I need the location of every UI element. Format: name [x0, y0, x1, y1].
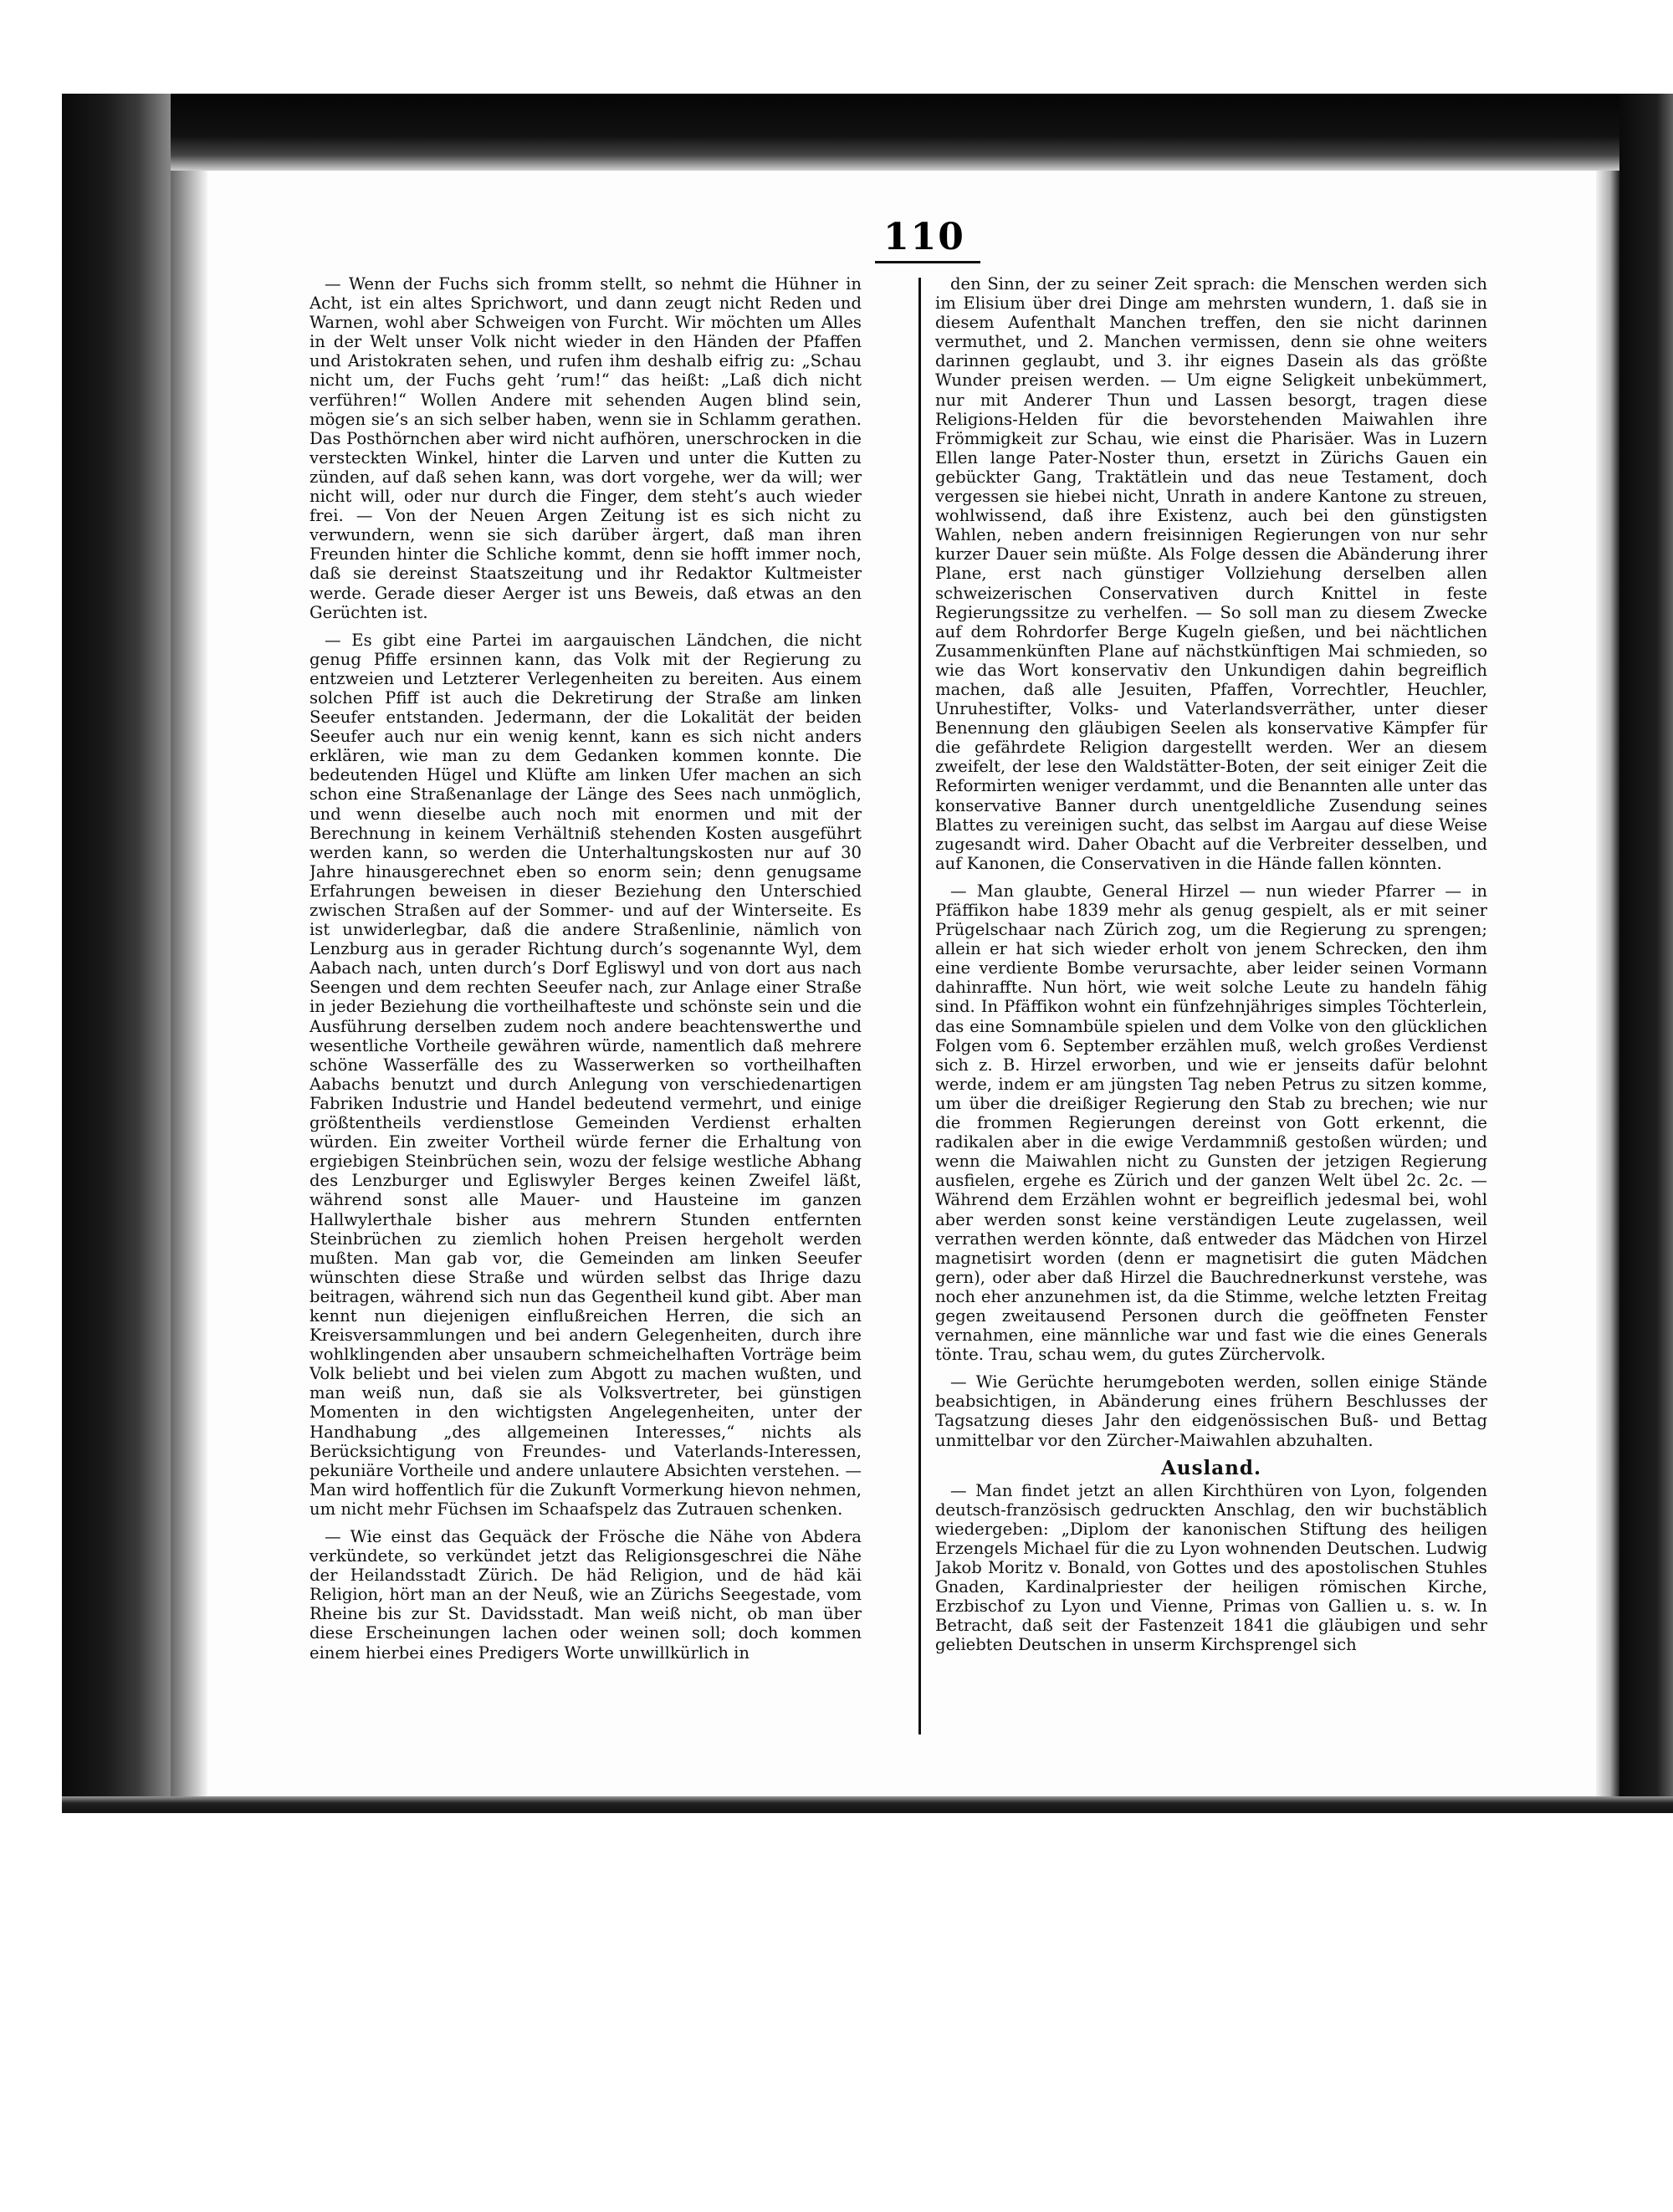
article-paragraph: — Wie einst das Gequäck der Frösche die Nähe von Abdera verkündete, so verkündet jetzt das Religionsgeschrei die Nähe der Heilandsstadt Zürich. De häd Religion, und de häd käi Religion, hört man an der Neuß, wie an Zürichs Seegestade, vom Rheine bis zur St. Davidsstadt. Man weiß nicht, ob man über diese Erscheinungen lachen oder weinen soll; doch kommen einem hierbei eines Predigers Worte unwillkürlich in	[310, 1527, 862, 1663]
article-paragraph: — Man glaubte, General Hirzel — nun wieder Pfarrer — in Pfäffikon habe 1839 mehr als genug gespielt, als er mit seiner Prügelschaar nach Zürich zog, um die Regierung zu sprengen; allein er hat sich wieder erholt von jenem Schrecken, den ihm eine verdiente Bombe verursachte, aber leider seinen Vormann dahinraffte. Nun hört, wie weit solche Leute zu handeln fähig sind. In Pfäffikon wohnt ein fünfzehnjähriges simples Töchterlein, das eine Somnambüle spielen und dem Volke von den glücklichen Folgen vom 6. September erzählen muß, welch großes Verdienst sich z. B. Hirzel erworben, und wie er jenseits dafür belohnt werde, indem er am jüngsten Tag neben Petrus zu sitzen komme, um über die dreißiger Regierung den Stab zu brechen; wie nur die frommen Regierungen dereinst von Gott erkennt, die radikalen aber in die ewige Verdammniß gestoßen würden; und wenn die Maiwahlen nicht zu Gunsten der jetzigen Regierung ausfielen, ergehe es Zürich und der ganzen Welt übel 2c. 2c. — Während dem Erzählen wohnt er begreiflich jedesmal bei, wohl aber werden sonst keine verständigen Leute zugelassen, weil verrathen werden könnte, daß entweder das Mädchen von Hirzel magnetisirt worden (denn er magnetisirt die guten Mädchen gern), oder aber daß Hirzel die Bauchrednerkunst verstehe, was noch eher anzunehmen ist, da die Stimme, welche letzten Freitag gegen zweitausend Personen durch die geöffneten Fenster vernahmen, eine männliche war und fast wie die eines Generals tönte. Trau, schau wem, du gutes Zürchervolk.	[935, 881, 1487, 1365]
article-paragraph: — Wenn der Fuchs sich fromm stellt, so nehmt die Hühner in Acht, ist ein altes Sprichwort, und dann zeugt nicht Reden und Warnen, wohl aber Schweigen von Furcht. Wir möchten um Alles in der Welt unser Volk nicht wieder in den Händen der Pfaffen und Aristokraten sehen, und rufen ihm deshalb eifrig zu: „Schau nicht um, der Fuchs geht ’rum!“ das heißt: „Laß dich nicht verführen!“ Wollen Andere mit sehenden Augen blind sein, mögen sie’s an sich selber haben, wenn sie in Schlamm gerathen. Das Posthörnchen aber wird nicht aufhören, unerschrocken in die versteckten Winkel, hinter die Larven und unter die Kutten zu zünden, auf daß sehen kann, was dort vorgehe, wer da will; wer nicht will, oder nur durch die Finger, dem steht’s auch wieder frei. — Von der Neuen Argen Zeitung ist es sich nicht zu verwundern, wenn sie sich darüber ärgert, daß man ihren Freunden hinter die Schliche kommt, denn sie hofft immer noch, daß sie dereinst Staatszeitung und ihr Redaktor Kultmeister werde. Gerade dieser Aerger ist uns Beweis, daß etwas an den Gerüchten ist.	[310, 274, 862, 622]
scan-border-top	[62, 94, 1619, 171]
right-column	[935, 274, 1487, 1796]
page-number: 110	[883, 216, 965, 258]
page-number-rule	[875, 261, 980, 263]
page-edge-shadow	[1596, 171, 1619, 1800]
article-paragraph: — Es gibt eine Partei im aargauischen Ländchen, die nicht genug Pfiffe ersinnen kann, das Volk mit der Regierung zu entzweien und Letzterer Verlegenheiten zu bereiten. Aus einem solchen Pfiff ist auch die Dekretirung der Straße am linken Seeufer entstanden. Jedermann, der die Lokalität der beiden Seeufer auch nur ein wenig kennt, kann es sich nicht anders erklären, wie man zu dem Gedanken kommen konnte. Die bedeutenden Hügel und Klüfte am linken Ufer machen an sich schon eine Straßenanlage der Länge des Sees nach unmöglich, und wenn dieselbe auch noch mit enormen und mit der Berechnung in keinem Verhältniß stehenden Kosten ausgeführt werden kann, so werden die Unterhaltungskosten nur auf 30 Jahre hinausgerechnet eben so enorm sein; denn genugsame Erfahrungen beweisen in dieser Beziehung den Unterschied zwischen Straßen auf der Sommer- und auf der Winterseite. Es ist unwiderlegbar, daß die andere Straßenlinie, nämlich von Lenzburg aus in gerader Richtung durch’s sogenannte Wyl, dem Aabach nach, unten durch’s Dorf Egliswyl und von dort aus nach Seengen und dem rechten Seeufer nach, zur Anlage einer Straße in jeder Beziehung die vortheilhafteste und schönste sein und die Ausführung derselben zudem noch andere beachtenswerthe und wesentliche Vortheile gewähren würde, namentlich daß mehrere schöne Wasserfälle des zu Wasserwerken so vortheilhaften Aabachs benutzt und durch Anlegung von verschiedenartigen Fabriken Industrie und Handel bedeutend vermehrt, und einige größtentheils verdienstlose Gemeinden Verdienst erhalten würden. Ein zweiter Vortheil würde ferner die Erhaltung von ergiebigen Steinbrüchen sein, wozu der felsige westliche Abhang des Lenzburger und Egliswyler Berges keinen Zweifel läßt, während sonst alle Mauer- und Hausteine im ganzen Hallwylerthale bisher aus mehrern Stunden entfernten Steinbrüchen zu ziemlich hohen Preisen hergeholt werden mußten. Man gab vor, die Gemeinden am linken Seeufer wünschten diese Straße und würden selbst das Ihrige dazu beitragen, während sich nun das Gegentheil kund gibt. Aber man kennt nun diejenigen einflußreichen Herren, die sich an Kreisversammlungen und bei andern Gelegenheiten, durch ihre wohlklingenden aber unsaubern schmeichelhaften Vorträge beim Volk beliebt und bei vielen zum Abgott zu machen wußten, und man weiß nun, daß sie als Volksvertreter, bei günstigen Momenten in den wichtigsten Angelegenheiten, unter der Handhabung „des allgemeinen Interesses,“ nichts als Berücksichtigung von Freundes- und Vaterlands-Interessen, pekuniäre Vortheile und andere unlautere Absichten verstehen. — Man wird hoffentlich für die Zukunft Vormerkung hievon nehmen, um nicht mehr Füchsen im Schaafspelz das Zutrauen schenken.	[310, 630, 862, 1519]
left-column	[310, 274, 862, 1796]
article-paragraph: — Man findet jetzt an allen Kirchthüren von Lyon, folgenden deutsch-französisch gedruckten Anschlag, den wir buchstäblich wiedergeben: „Diplom der kanonischen Stiftung des heiligen Erzengels Michael für die zu Lyon wohnenden Deutschen. Ludwig Jakob Moritz v. Bonald, von Gottes und des apostolischen Stuhles Gnaden, Kardinalpriester der heiligen römischen Kirche, Erzbischof zu Lyon und Vienne, Primas von Gallien u. s. w. In Betracht, daß seit der Fastenzeit 1841 die gläubigen und sehr geliebten Deutschen in unserm Kirchsprengel sich	[935, 1480, 1487, 1655]
book-gutter-shadow	[171, 171, 207, 1800]
scan-border-bottom	[62, 1796, 1673, 1813]
article-paragraph: — Wie Gerüchte herumgeboten werden, sollen einige Stände beabsichtigen, in Abänderung eines frühern Beschlusses der Tagsatzung dieses Jahr den eidgenössischen Buß- und Bettag unmittelbar vor den Zürcher-Maiwahlen abzuhalten.	[935, 1372, 1487, 1450]
scan-border-right	[1619, 94, 1673, 1800]
article-paragraph: den Sinn, der zu seiner Zeit sprach: die Menschen werden sich im Elisium über drei Dinge am mehrsten wundern, 1. daß sie in diesem Aufenthalt Manchen treffen, den sie nicht darinnen vermuthet, und 2. Manchen vermissen, denn sie ohne weiters darinnen geglaubt, und 3. ihr eignes Dasein als das größte Wunder preisen werden. — Um eigne Seligkeit unbekümmert, nur mit Anderer Thun und Lassen besorgt, tragen diese Religions-Helden für die bevorstehenden Maiwahlen ihre Frömmigkeit zur Schau, wie einst die Pharisäer. Was in Luzern Ellen lange Pater-Noster thun, ersetzt in Zürichs Gauen ein gebückter Gang, Traktätlein und das neue Testament, doch vergessen sie hiebei nicht, Unrath in andere Kantone zu streuen, wohlwissend, daß ihre Existenz, auch bei den günstigsten Wahlen, neben andern freisinnigen Regierungen von nur sehr kurzer Dauer sein müßte. Als Folge dessen die Abänderung ihrer Plane, erst nach günstiger Vollziehung derselben allen schweizerischen Conservativen durch Knittel in feste Regierungssitze zu verhelfen. — So soll man zu diesem Zwecke auf dem Rohrdorfer Berge Kugeln gießen, und bei nächtlichen Zusammenkünften Plane auf nächstkünftigen Mai schmieden, so wie das Wort konservativ den Unkundigen dahin begreiflich machen, daß alle Jesuiten, Pfaffen, Vorrechtler, Heuchler, Unruhestifter, Volks- und Vaterlandsverräther, unter dieser Benennung den gläubigen Seelen als konservative Kämpfer für die gefährdete Religion dargestellt werden. Wer an diesem zweifelt, der lese den Waldstätter-Boten, der seit einiger Zeit die Reformirten weniger verdammt, und die Benannten alle unter das konservative Banner durch unentgeldliche Zusendung seines Blattes zu vereinigen sucht, das selbst im Aargau auf diese Weise zugesandt wird. Daher Obacht auf die Verbreiter desselben, und auf Kanonen, die Conservativen in die Hände fallen könnten.	[935, 274, 1487, 873]
column-divider	[918, 278, 921, 1734]
scan-border-left	[62, 94, 171, 1800]
section-heading: Ausland.	[1161, 1456, 1261, 1479]
